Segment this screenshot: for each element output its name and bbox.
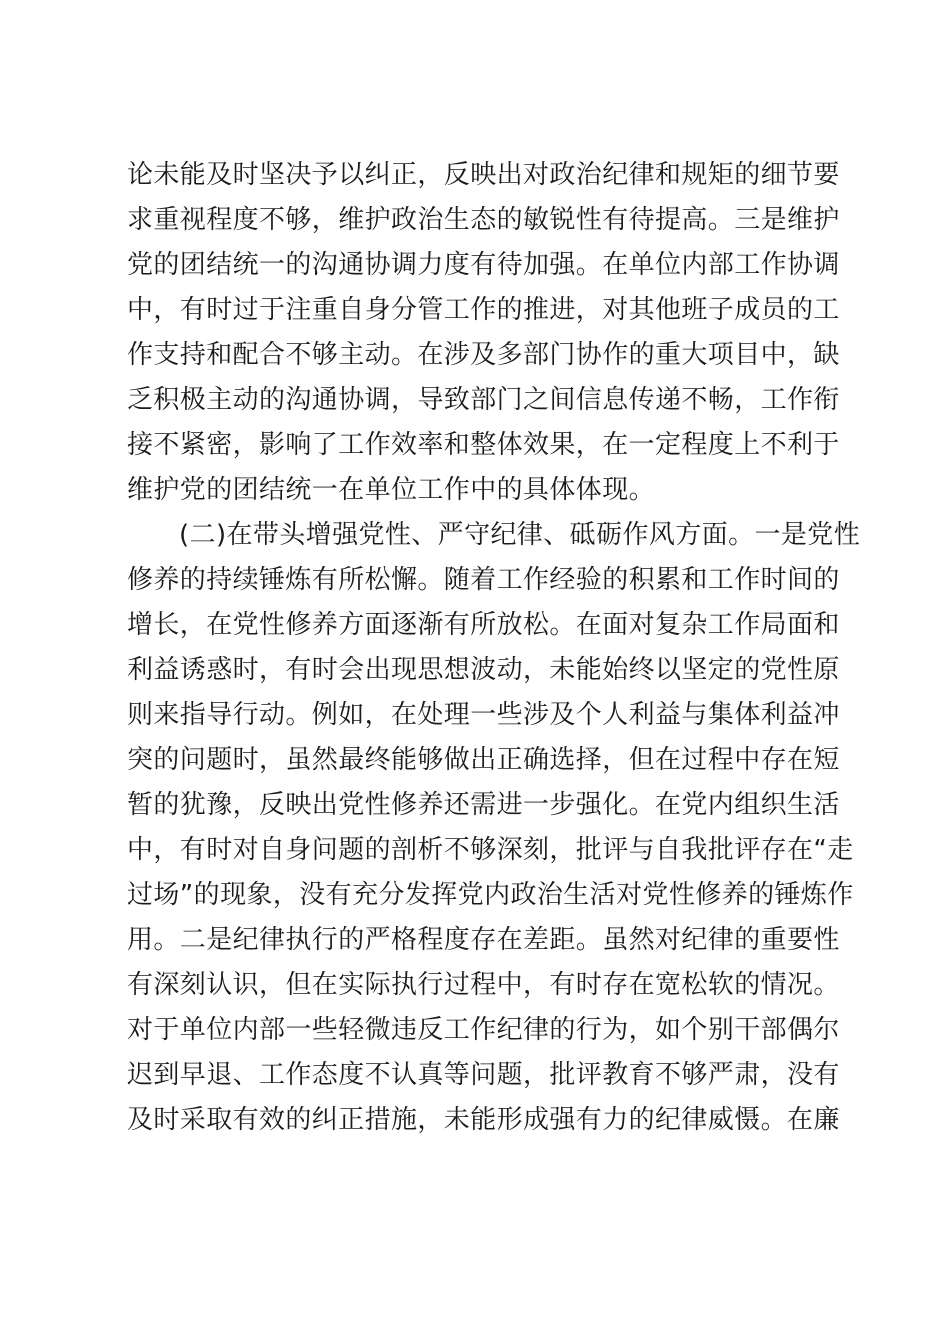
- text-line-21: 迟到早退、工作态度不认真等问题，批评教育不够严肃，没有: [127, 1060, 840, 1090]
- text-line-17: 过场”的现象，没有充分发挥党内政治生活对党性修养的锤炼作: [127, 880, 854, 910]
- text-line-6: 乏积极主动的沟通协调，导致部门之间信息传递不畅，工作衔: [127, 385, 840, 415]
- text-line-2: 求重视程度不够，维护政治生态的敏锐性有待提高。三是维护: [127, 205, 840, 235]
- text-line-4: 中，有时过于注重自身分管工作的推进，对其他班子成员的工: [127, 295, 840, 325]
- text-line-12: 利益诱惑时，有时会出现思想波动，未能始终以坚定的党性原: [127, 655, 840, 685]
- text-line-11: 增长，在党性修养方面逐渐有所放松。在面对复杂工作局面和: [127, 610, 840, 640]
- text-line-7: 接不紧密，影响了工作效率和整体效果，在一定程度上不利于: [127, 430, 840, 460]
- section-heading-line: (二)在带头增强党性、严守纪律、砥砺作风方面。一是党性: [179, 520, 861, 550]
- text-line-19: 有深刻认识，但在实际执行过程中，有时存在宽松软的情况。: [127, 970, 840, 1000]
- text-line-16: 中，有时对自身问题的剖析不够深刻，批评与自我批评存在“走: [127, 835, 854, 865]
- text-line-3: 党的团结统一的沟通协调力度有待加强。在单位内部工作协调: [127, 250, 840, 280]
- text-line-1: 论未能及时坚决予以纠正，反映出对政治纪律和规矩的细节要: [127, 160, 840, 190]
- text-line-14: 突的问题时，虽然最终能够做出正确选择，但在过程中存在短: [127, 745, 840, 775]
- text-line-5: 作支持和配合不够主动。在涉及多部门协作的重大项目中，缺: [127, 340, 840, 370]
- text-line-20: 对于单位内部一些轻微违反工作纪律的行为，如个别干部偶尔: [127, 1015, 840, 1045]
- text-line-15: 暂的犹豫，反映出党性修养还需进一步强化。在党内组织生活: [127, 790, 840, 820]
- text-line-10: 修养的持续锤炼有所松懈。随着工作经验的积累和工作时间的: [127, 565, 840, 595]
- text-line-22: 及时采取有效的纠正措施，未能形成强有力的纪律威慑。在廉: [127, 1105, 840, 1135]
- text-line-18: 用。二是纪律执行的严格程度存在差距。虽然对纪律的重要性: [127, 925, 840, 955]
- text-line-8: 维护党的团结统一在单位工作中的具体体现。: [127, 475, 656, 505]
- document-body: [127, 153, 861, 1143]
- text-line-13: 则来指导行动。例如，在处理一些涉及个人利益与集体利益冲: [127, 700, 840, 730]
